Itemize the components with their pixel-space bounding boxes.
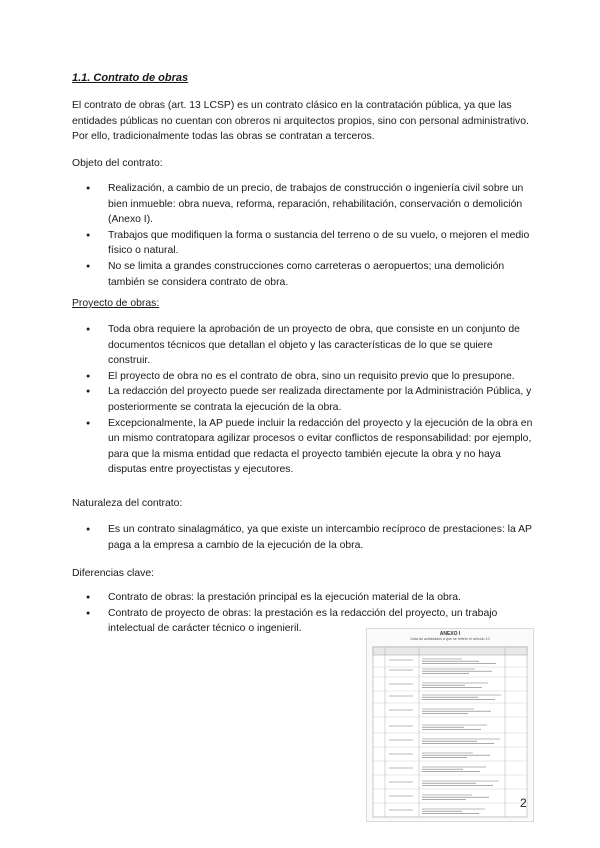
objeto-list <box>72 181 534 290</box>
objeto-label: Objeto del contrato: <box>72 158 163 169</box>
list-item: ● Realización, a cambio de un precio, de trabajos de construcción o ingeniería civil sobre un bien inmueble: obra nueva, reforma, reparación, rehabilitación, conservación o demolición (Anexo I). <box>72 181 534 228</box>
list-item: ● Excepcionalmente, la AP puede incluir la redacción del proyecto y la ejecución de la obra en un mismo contratopara agilizar procesos o evitar conflictos de responsabilidad: por ejemplo, para que la misma entidad que redacta el proyecto también ejecute la obra y no haya disputas entre proyectistas y ejecutores. <box>72 416 534 478</box>
list-item: ● Trabajos que modifiquen la forma o sustancia del terreno o de su vuelo, o mejoren el medio físico o natural. <box>72 228 534 259</box>
section-heading: 1.1. Contrato de obras <box>72 72 189 84</box>
diferencias-label: Diferencias clave: <box>72 568 155 579</box>
list-item: ● Toda obra requiere la aprobación de un proyecto de obra, que consiste en un conjunto de documentos técnicos que detallan el objeto y las características de lo que se quiere construir. <box>72 322 534 369</box>
naturaleza-list <box>72 522 534 553</box>
naturaleza-label: Naturaleza del contrato: <box>72 498 183 509</box>
annex-subtitle: Lista de actividades a que se refiere el artículo 13 <box>410 637 490 641</box>
list-item: ● No se limita a grandes construcciones como carreteras o aeropuertos; una demolición también se considera contrato de obra. <box>72 259 534 290</box>
list-item: ● La redacción del proyecto puede ser realizada directamente por la Administración Pública, y posteriormente se contrata la ejecución de la obra. <box>72 384 534 415</box>
annex-title: ANEXO I <box>439 631 461 637</box>
intro-paragraph: El contrato de obras (art. 13 LCSP) es un contrato clásico en la contratación pública, ya que las entidades públicas no cuentan con obreros ni arquitectos propios, sino con personal administrativo. Por ello, tradicionalmente todas las obras se contratan a terceros. <box>72 100 529 143</box>
list-item: ● El proyecto de obra no es el contrato de obra, sino un requisito previo que lo presupone. <box>72 369 534 385</box>
list-item: ● Contrato de obras: la prestación principal es la ejecución material de la obra. <box>72 590 534 606</box>
page-number: 2 <box>520 796 527 810</box>
list-item: ● Es un contrato sinalagmático, ya que existe un intercambio recíproco de prestaciones: la AP paga a la empresa a cambio de la ejecución de la obra. <box>72 522 534 553</box>
annex-table-image <box>366 628 534 822</box>
list-item: ● Contrato de proyecto de obras: la prestación es la redacción del proyecto, un trabajo intelectual de carácter técnico o ingenieril. <box>72 606 534 637</box>
proyecto-label: Proyecto de obras: <box>72 298 160 309</box>
proyecto-list <box>72 322 534 478</box>
annex-table-graphic <box>367 629 533 821</box>
